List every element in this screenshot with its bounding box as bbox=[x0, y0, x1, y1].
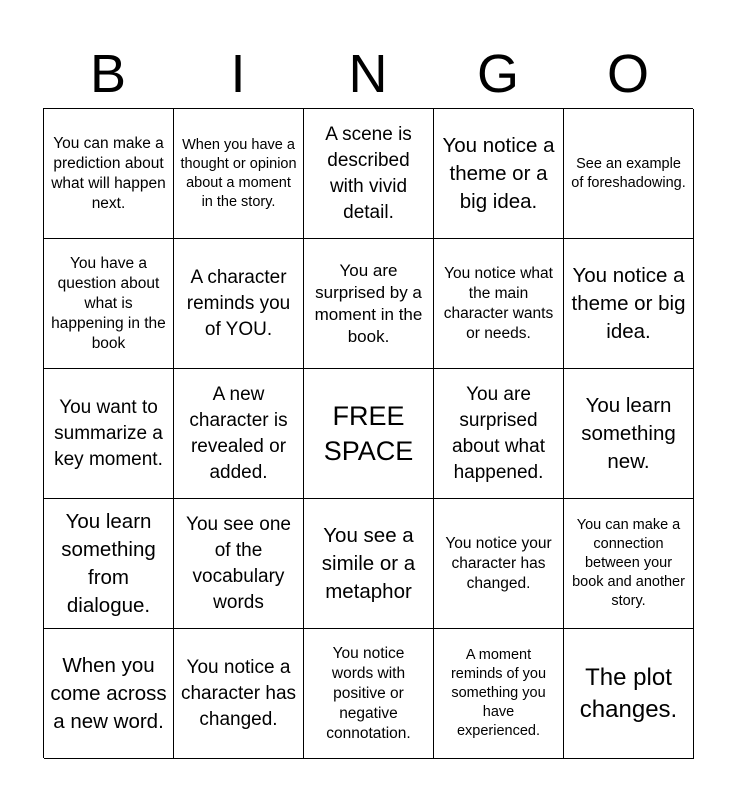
cell-text: A scene is described with vivid detail. bbox=[325, 123, 412, 223]
bingo-cell[interactable] bbox=[564, 499, 694, 629]
bingo-cell[interactable] bbox=[434, 109, 564, 239]
bingo-cell[interactable] bbox=[174, 499, 304, 629]
bingo-header bbox=[43, 40, 693, 108]
cell-text: You are surprised by a moment in the book. bbox=[314, 260, 423, 346]
bingo-cell-free-space[interactable] bbox=[304, 369, 434, 499]
header-letter-o: O bbox=[606, 44, 649, 104]
cell-text: You can make a prediction about what will happen next. bbox=[51, 134, 166, 212]
cell-text: You have a question about what is happening in the book bbox=[51, 254, 166, 352]
bingo-cell[interactable] bbox=[174, 629, 304, 759]
bingo-cell[interactable] bbox=[564, 369, 694, 499]
cell-text: You notice a theme or a big idea. bbox=[442, 133, 555, 213]
bingo-cell[interactable] bbox=[44, 369, 174, 499]
cell-text: You notice words with positive or negative connotation. bbox=[326, 644, 411, 742]
bingo-cell[interactable] bbox=[44, 239, 174, 369]
cell-text: FREE SPACE bbox=[323, 400, 414, 466]
bingo-cell[interactable] bbox=[304, 239, 434, 369]
header-letter-b: B bbox=[89, 44, 127, 104]
cell-text: You can make a connection between your book and another story. bbox=[572, 517, 685, 609]
cell-text: You learn something from dialogue. bbox=[61, 509, 156, 617]
bingo-cell[interactable] bbox=[44, 109, 174, 239]
bingo-cell[interactable] bbox=[304, 629, 434, 759]
header-letter-i: I bbox=[230, 44, 246, 104]
cell-text: When you come across a new word. bbox=[50, 653, 167, 733]
bingo-cell[interactable] bbox=[564, 109, 694, 239]
cell-text: You notice a theme or big idea. bbox=[571, 263, 686, 343]
cell-text: You notice what the main character wants or needs. bbox=[443, 264, 554, 342]
bingo-cell[interactable] bbox=[434, 239, 564, 369]
cell-text: You notice a character has changed. bbox=[180, 656, 297, 730]
bingo-cell[interactable] bbox=[304, 109, 434, 239]
bingo-cell[interactable] bbox=[304, 499, 434, 629]
cell-text: A character reminds you of YOU. bbox=[186, 266, 291, 340]
bingo-cell[interactable] bbox=[44, 499, 174, 629]
bingo-cell[interactable] bbox=[434, 629, 564, 759]
cell-text: A new character is revealed or added. bbox=[189, 383, 288, 483]
bingo-board bbox=[43, 108, 693, 758]
cell-text: You see one of the vocabulary words bbox=[186, 513, 291, 613]
header-letter-n: N bbox=[348, 44, 388, 104]
bingo-cell[interactable] bbox=[564, 629, 694, 759]
cell-text: When you have a thought or opinion about a moment in the story. bbox=[180, 136, 297, 210]
cell-text: A moment reminds of you something you have experienced. bbox=[450, 647, 547, 739]
cell-text: You notice your character has changed. bbox=[445, 534, 552, 592]
bingo-cell[interactable] bbox=[434, 369, 564, 499]
cell-text: You see a simile or a metaphor bbox=[321, 523, 416, 603]
header-letter-g: G bbox=[476, 44, 519, 104]
bingo-cell[interactable] bbox=[434, 499, 564, 629]
bingo-cell[interactable] bbox=[564, 239, 694, 369]
bingo-cell[interactable] bbox=[44, 629, 174, 759]
cell-text: The plot changes. bbox=[579, 663, 678, 723]
cell-text: You want to summarize a key moment. bbox=[54, 396, 163, 470]
bingo-cell[interactable] bbox=[174, 109, 304, 239]
bingo-cell[interactable] bbox=[174, 239, 304, 369]
cell-text: You learn something new. bbox=[581, 393, 676, 473]
cell-text: You are surprised about what happened. bbox=[452, 383, 545, 483]
cell-text: See an example of foreshadowing. bbox=[571, 155, 686, 191]
bingo-cell[interactable] bbox=[174, 369, 304, 499]
